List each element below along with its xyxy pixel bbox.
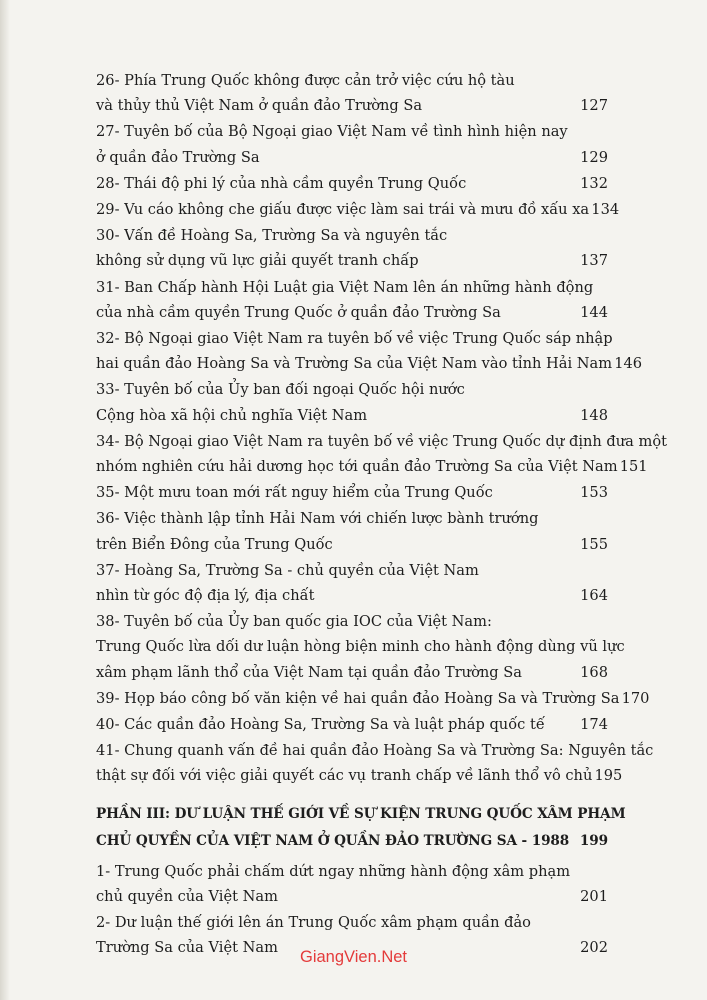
page-number: 148 (580, 406, 608, 424)
toc-line (96, 801, 626, 828)
toc-line-text: 29- Vu cáo không che giấu được việc làm sai trái và mưu đồ xấu xa (96, 201, 590, 219)
toc-entry (96, 223, 608, 273)
toc-line-text: trên Biển Đông của Trung Quốc (96, 535, 333, 553)
toc-line (96, 884, 608, 909)
toc-line-text: 1- Trung Quốc phải chấm dứt ngay những hành động xâm phạm (96, 862, 571, 880)
page-number: 153 (580, 484, 608, 502)
toc-line-text: 36- Việc thành lập tỉnh Hải Nam với chiến lược bành trướng (96, 510, 539, 528)
section-title (96, 801, 626, 855)
page-number: 129 (580, 148, 608, 166)
page-number: 195 (594, 767, 623, 785)
page-number: 144 (580, 303, 608, 321)
toc-line-text: và thủy thủ Việt Nam ở quần đảo Trường Sa (96, 97, 423, 115)
toc-line (96, 763, 623, 788)
toc-line (96, 351, 643, 376)
toc-line-text: 40- Các quần đảo Hoàng Sa, Trường Sa và luật pháp quốc tế (96, 716, 545, 734)
toc-line (96, 686, 650, 711)
toc-line (96, 377, 608, 402)
toc-entry (96, 171, 608, 196)
toc-line-text: của nhà cầm quyền Trung Quốc ở quần đảo Trường Sa (96, 303, 501, 321)
toc-line-text: thật sự đối với việc giải quyết các vụ tranh chấp về lãnh thổ vô chủ (96, 767, 593, 785)
toc-entry (96, 275, 608, 325)
page-number: 151 (619, 458, 648, 476)
toc-line (96, 93, 608, 118)
page-number: 168 (580, 663, 608, 681)
toc-line (96, 609, 608, 634)
toc-line-text: nhóm nghiên cứu hải dương học tới quần đảo Trường Sa của Việt Nam (96, 458, 618, 476)
toc-line-text: 39- Họp báo công bố văn kiện về hai quần đảo Hoàng Sa và Trường Sa (96, 689, 620, 707)
toc-line-text: 31- Ban Chấp hành Hội Luật gia Việt Nam lên án những hành động (96, 278, 594, 296)
toc-line-text: 27- Tuyên bố của Bộ Ngoại giao Việt Nam về tình hình hiện nay (96, 123, 568, 141)
toc-entry (96, 859, 608, 909)
toc-line (96, 828, 608, 855)
toc-line (96, 660, 608, 685)
toc-line-text: 28- Thái độ phi lý của nhà cầm quyền Trung Quốc (96, 174, 467, 192)
page-number: 146 (614, 355, 643, 373)
toc-line-text: 2- Dư luận thế giới lên án Trung Quốc xâm phạm quần đảo (96, 914, 531, 932)
toc-line-text: xâm phạm lãnh thổ của Việt Nam tại quần đảo Trường Sa (96, 663, 522, 681)
toc-line-text: 35- Một mưu toan mới rất nguy hiểm của Trung Quốc (96, 484, 493, 502)
toc-line-text: 30- Vấn đề Hoàng Sa, Trường Sa và nguyên tắc (96, 227, 448, 245)
toc-entry (96, 506, 608, 556)
page-number: 199 (579, 832, 608, 849)
toc-line (96, 248, 608, 273)
toc-line (96, 300, 608, 325)
toc-line-text: Trung Quốc lừa dối dư luận hòng biện minh cho hành động dùng vũ lực (96, 638, 625, 656)
toc-line-text: 34- Bộ Ngoại giao Việt Nam ra tuyên bố về việc Trung Quốc dự định đưa một (96, 432, 667, 450)
toc-line (96, 532, 608, 557)
page-number: 164 (580, 587, 608, 605)
toc-entry (96, 558, 608, 608)
toc-line (96, 480, 608, 505)
toc-line-text: PHẦN III: DƯ LUẬN THẾ GIỚI VỀ SỰ KIỆN TRUNG QUỐC XÂM PHẠM (96, 805, 626, 822)
toc-line-text: 37- Hoàng Sa, Trường Sa - chủ quyền của Việt Nam (96, 561, 479, 579)
toc-line-text: CHỦ QUYỀN CỦA VIỆT NAM Ở QUẦN ĐẢO TRƯỜNG SA - 1988 (96, 832, 570, 849)
toc-line-text: hai quần đảo Hoàng Sa và Trường Sa của Việt Nam vào tỉnh Hải Nam (96, 355, 613, 373)
toc-line (96, 119, 608, 144)
toc-line (96, 326, 613, 351)
page-number: 202 (580, 939, 608, 957)
toc-line (96, 558, 608, 583)
page-number: 174 (580, 716, 608, 734)
toc-line (96, 583, 608, 608)
toc-line-text: Trường Sa của Việt Nam (96, 939, 278, 957)
page-edge-shadow (0, 0, 10, 1000)
toc-entry (96, 429, 667, 479)
toc-line-text: 32- Bộ Ngoại giao Việt Nam ra tuyên bố về việc Trung Quốc sáp nhập (96, 330, 613, 348)
toc-entries (96, 68, 667, 789)
page-number: 155 (580, 535, 608, 553)
toc-line (96, 197, 620, 222)
toc-entry (96, 609, 625, 685)
toc-line (96, 634, 625, 659)
toc-entry (96, 377, 608, 427)
toc-line (96, 68, 608, 93)
toc-line (96, 454, 648, 479)
page-number: 170 (621, 689, 650, 707)
toc-line (96, 859, 608, 884)
toc-line-text: nhìn từ góc độ địa lý, địa chất (96, 587, 315, 605)
toc-entry (96, 686, 650, 711)
table-of-contents (96, 68, 667, 962)
toc-line (96, 223, 608, 248)
toc-line-text: 41- Chung quanh vấn đề hai quần đảo Hoàng Sa và Trường Sa: Nguyên tắc (96, 742, 654, 760)
page-number: 201 (580, 887, 608, 905)
watermark-text: GiangVien.Net (299, 948, 408, 966)
toc-entry (96, 480, 608, 505)
toc-line-text: chủ quyền của Việt Nam (96, 887, 278, 905)
toc-entry (96, 738, 654, 788)
toc-line-text: 38- Tuyên bố của Ủy ban quốc gia IOC của Việt Nam: (96, 613, 492, 631)
toc-line (96, 429, 667, 454)
toc-line (96, 403, 608, 428)
section-heading (96, 801, 626, 855)
toc-line-text: 33- Tuyên bố của Ủy ban đối ngoại Quốc hội nước (96, 381, 465, 399)
page-number: 132 (580, 174, 608, 192)
toc-line-text: Cộng hòa xã hội chủ nghĩa Việt Nam (96, 406, 368, 424)
toc-line (96, 738, 654, 763)
toc-entry (96, 326, 643, 376)
toc-entry (96, 119, 608, 169)
section-entries (96, 859, 608, 961)
toc-line (96, 506, 608, 531)
toc-line (96, 171, 608, 196)
toc-entry (96, 712, 608, 737)
toc-line (96, 910, 608, 935)
toc-line (96, 275, 608, 300)
toc-entry (96, 68, 608, 118)
toc-line (96, 145, 608, 170)
toc-line-text: không sử dụng vũ lực giải quyết tranh chấp (96, 252, 419, 270)
toc-line-text: ở quần đảo Trường Sa (96, 148, 260, 166)
page-number: 134 (591, 201, 620, 219)
page-number: 137 (580, 252, 608, 270)
toc-line (96, 712, 608, 737)
toc-line-text: 26- Phía Trung Quốc không được cản trở việc cứu hộ tàu (96, 72, 515, 89)
page-number: 127 (580, 97, 608, 115)
toc-entry (96, 197, 620, 222)
